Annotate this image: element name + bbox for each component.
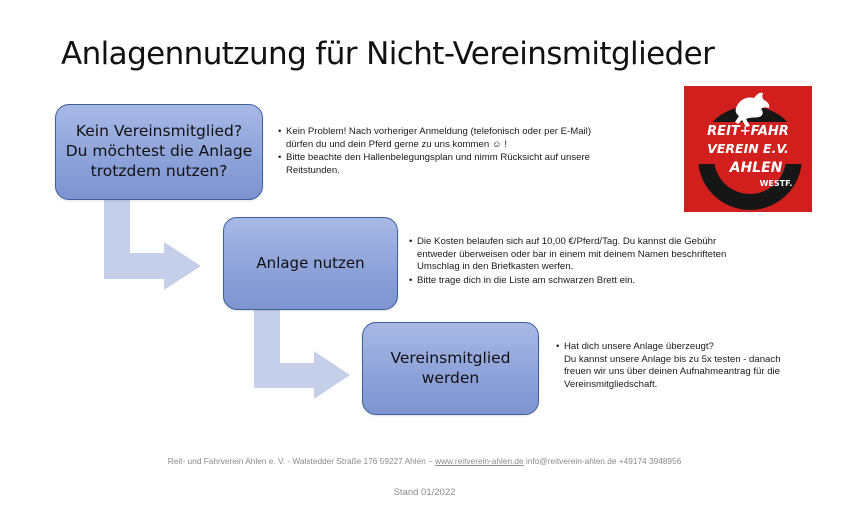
step-2-bullets	[409, 236, 809, 288]
step-box-not-member	[55, 104, 263, 200]
footer-contact	[0, 456, 849, 466]
step-3-bullets	[556, 341, 841, 392]
logo-text-line2: VEREIN E.V.	[707, 141, 789, 156]
step-1-bullets	[278, 126, 678, 178]
connector-arrow-2	[254, 310, 350, 399]
slide-title: Anlagennutzung für Nicht-Vereinsmitglieder	[61, 36, 715, 72]
club-logo	[684, 86, 812, 212]
footer-address: Reit- und Fahrverein Ahlen e. V. - Walstedder Straße 176 59227 Ahlen –	[167, 456, 436, 466]
footer-stand-date: Stand 01/2022	[393, 487, 456, 498]
bullet-item: • Die Kosten belaufen sich auf 10,00 €/Pferd/Tag. Du kannst die Gebühr entweder überweisen oder bar in einem mit deinem Namen beschrifteten Umschlag in den Briefkasten werfen.	[409, 236, 809, 274]
bullet-item: • Bitte trage dich in die Liste am schwarzen Brett ein.	[409, 275, 809, 288]
step-box-become-member	[362, 322, 539, 415]
step-box-use-facility	[223, 217, 398, 310]
step-label: Anlage nutzen	[256, 253, 365, 272]
bullet-item: • Hat dich unsere Anlage überzeugt? Du kannst unsere Anlage bis zu 5x testen - danach freuen wir uns über deinen Aufnahmeantrag für die Vereinsmitgliedschaft.	[556, 341, 841, 391]
logo-text-line3: AHLEN	[729, 160, 783, 176]
connector-arrow-1	[104, 200, 201, 290]
logo-text-line1: REIT+FAHR	[707, 124, 789, 139]
bullet-item: • Kein Problem! Nach vorheriger Anmeldung (telefonisch oder per E-Mail) dürfen du und dein Pferd gerne zu uns kommen ☺ !	[278, 126, 678, 151]
footer-contact-info: info@reitverein-ahlen.de +49174 3948956	[523, 456, 682, 466]
footer-website-link[interactable]: www.reitverein-ahlen.de	[435, 456, 524, 466]
logo-text-line4: WESTF.	[759, 179, 793, 188]
step-label: Kein Vereinsmitglied? Du möchtest die Anlage trotzdem nutzen?	[65, 122, 253, 180]
bullet-item: • Bitte beachte den Hallenbelegungsplan und nimm Rücksicht auf unsere Reitstunden.	[278, 152, 678, 177]
step-label: Vereinsmitglied werden	[390, 348, 511, 387]
